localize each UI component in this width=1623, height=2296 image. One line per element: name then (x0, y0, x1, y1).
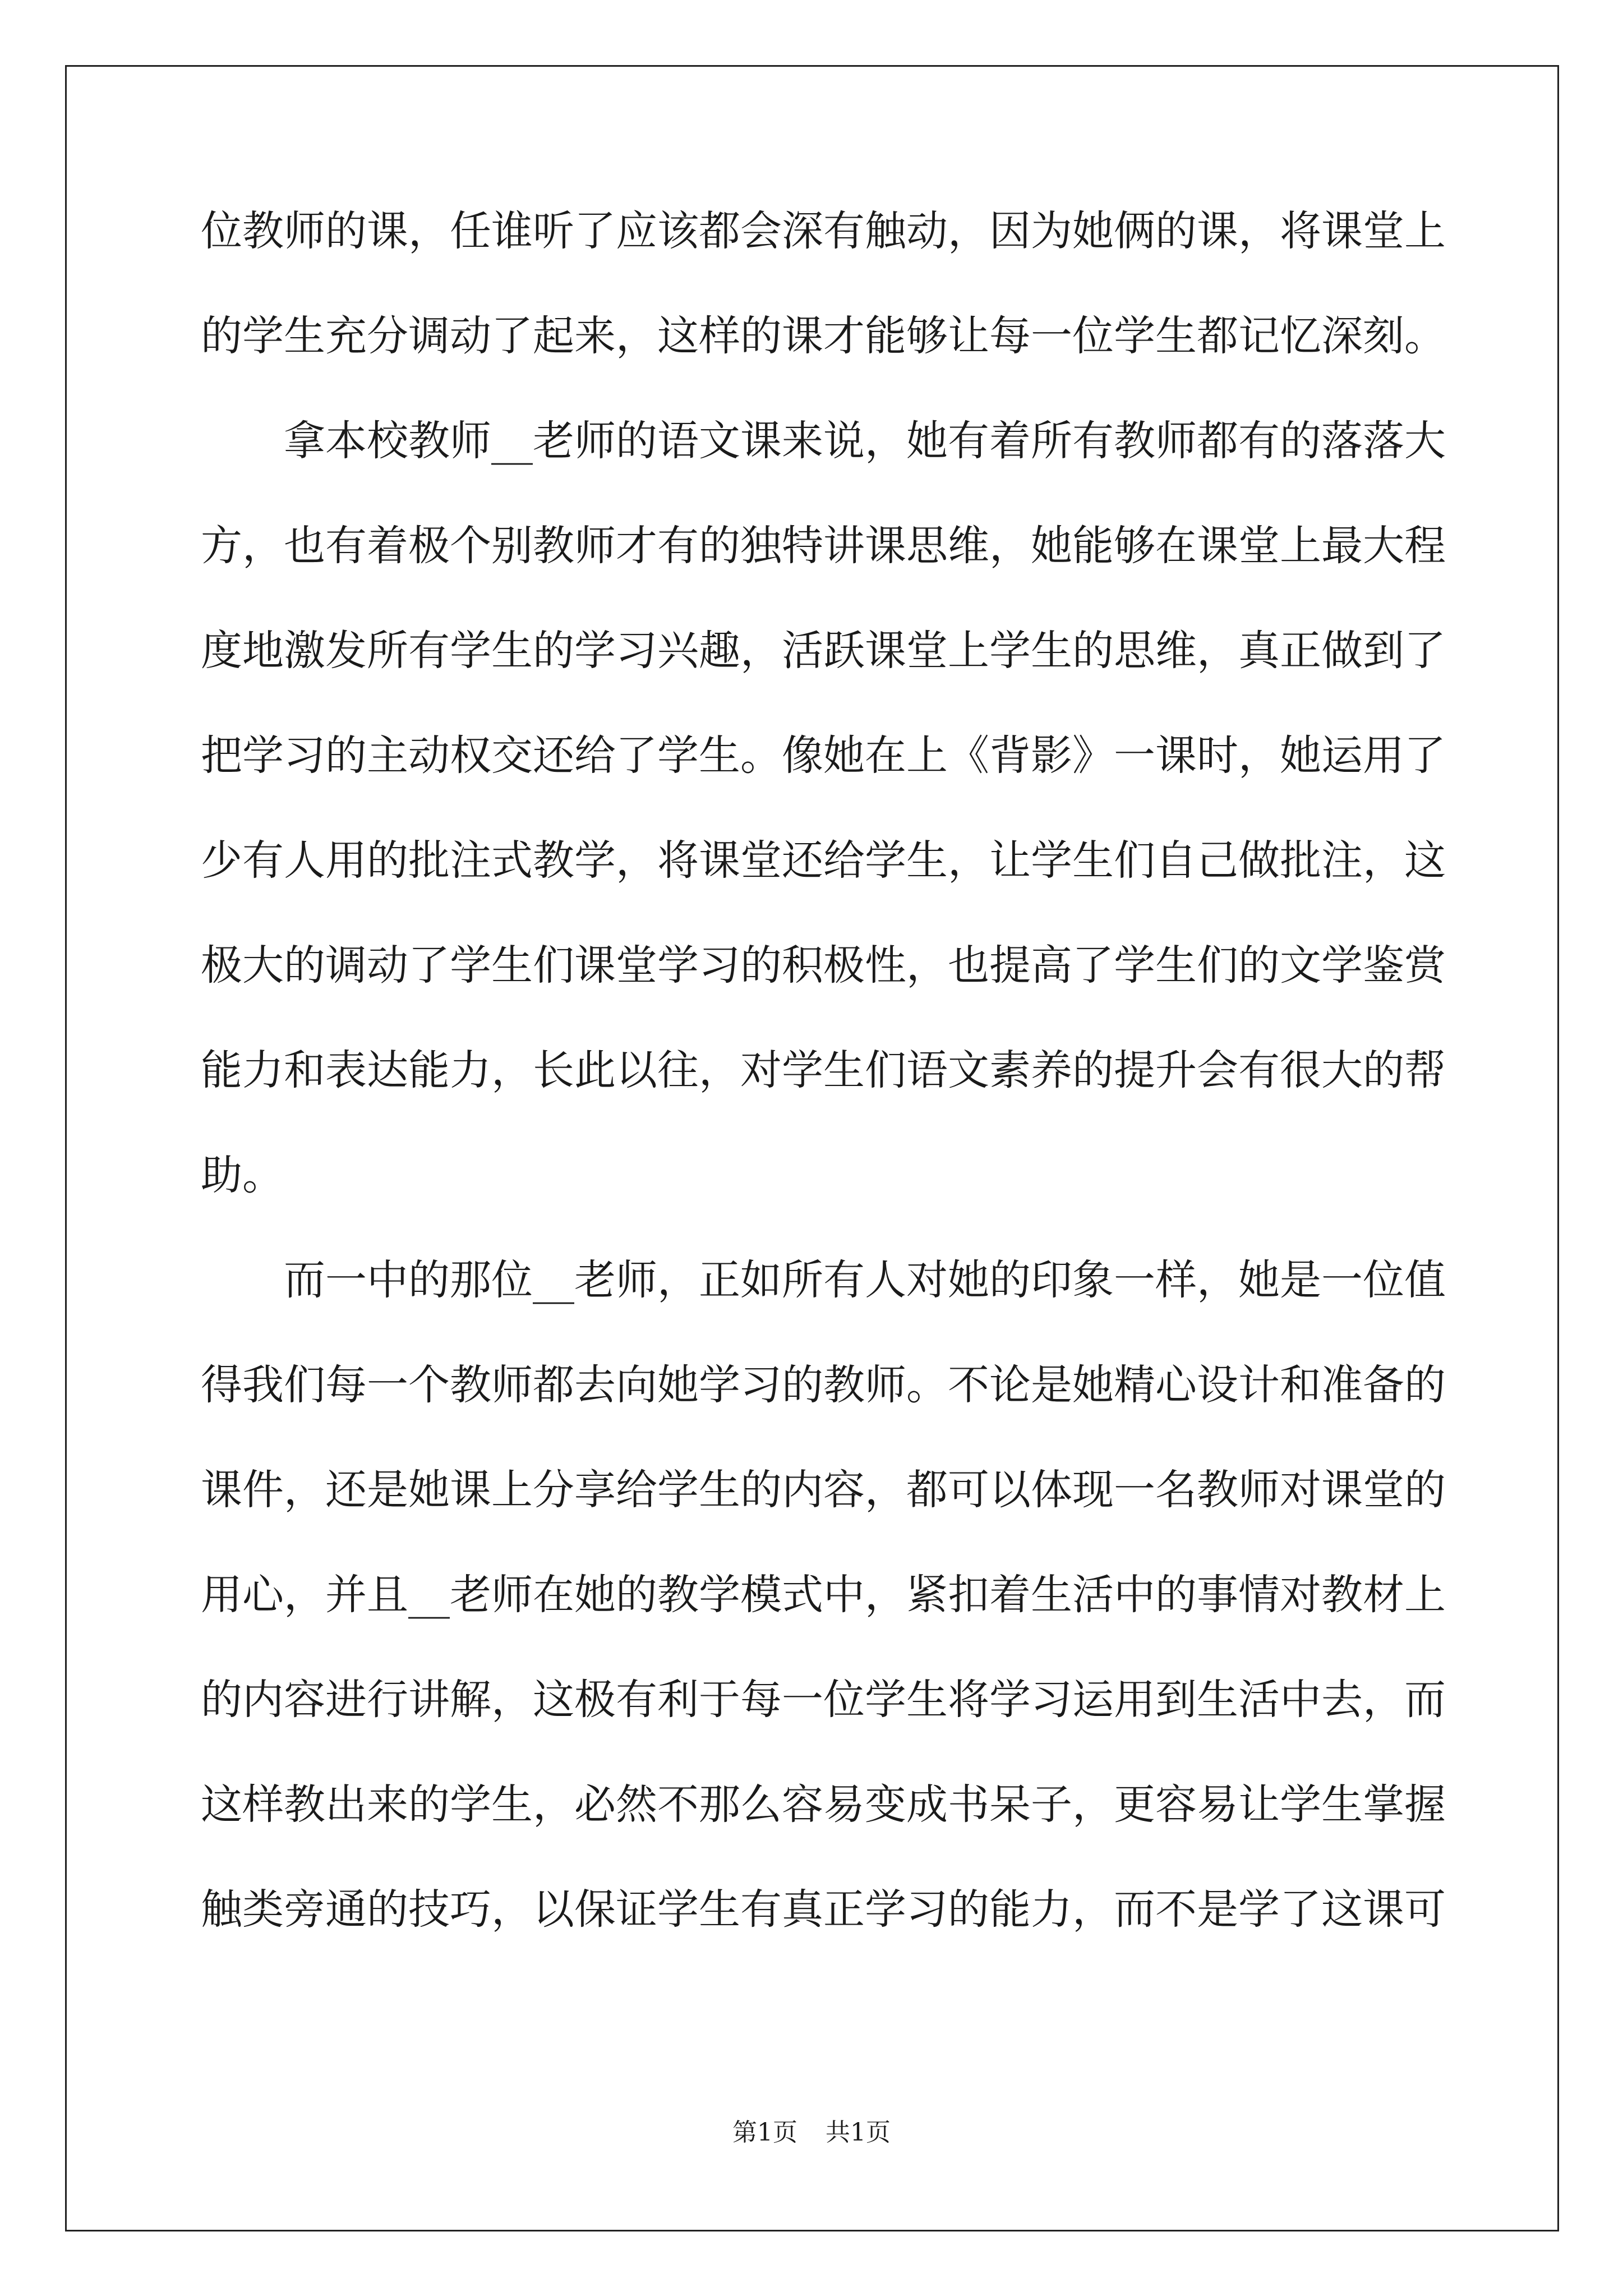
text-line: 这样教出来的学生，必然不那么容易变成书呆子，更容易让学生掌握 (201, 1780, 1446, 1829)
text-line: 把学习的主动权交还给了学生。像她在上《背影》一课时，她运用了 (201, 731, 1446, 780)
text-line: 方，也有着极个别教师才有的独特讲课思维，她能够在课堂上最大程 (201, 522, 1446, 570)
text-line: 课件，还是她课上分享给学生的内容，都可以体现一名教师对课堂的 (201, 1466, 1446, 1514)
page-number: 第1页 (732, 2118, 797, 2147)
text-line: 的学生充分调动了起来，这样的课才能够让每一位学生都记忆深刻。 (201, 312, 1446, 360)
text-line: 位教师的课，任谁听了应该都会深有触动，因为她俩的课，将课堂上 (201, 207, 1446, 255)
text-line: 极大的调动了学生们课堂学习的积极性，也提高了学生们的文学鉴赏 (201, 941, 1446, 990)
page-total: 共1页 (826, 2118, 891, 2147)
text-line: 触类旁通的技巧，以保证学生有真正学习的能力，而不是学了这课可 (201, 1885, 1446, 1934)
text-line: 助。 (201, 1151, 284, 1199)
text-line: 能力和表达能力，长此以往，对学生们语文素养的提升会有很大的帮 (201, 1046, 1446, 1094)
text-line: 得我们每一个教师都去向她学习的教师。不论是她精心设计和准备的 (201, 1361, 1446, 1409)
text-line: 而一中的那位__老师，正如所有人对她的印象一样，她是一位值 (284, 1256, 1446, 1304)
text-line: 的内容进行讲解，这极有利于每一位学生将学习运用到生活中去，而 (201, 1676, 1446, 1724)
text-line: 度地激发所有学生的学习兴趣，活跃课堂上学生的思维，真正做到了 (201, 627, 1446, 675)
document-body (201, 205, 1446, 1988)
text-line: 拿本校教师__老师的语文课来说，她有着所有教师都有的落落大 (284, 417, 1446, 465)
page-footer (0, 2116, 1623, 2150)
text-line: 少有人用的批注式教学，将课堂还给学生，让学生们自己做批注，这 (201, 836, 1446, 885)
text-line: 用心，并且__老师在她的教学模式中，紧扣着生活中的事情对教材上 (201, 1571, 1446, 1619)
